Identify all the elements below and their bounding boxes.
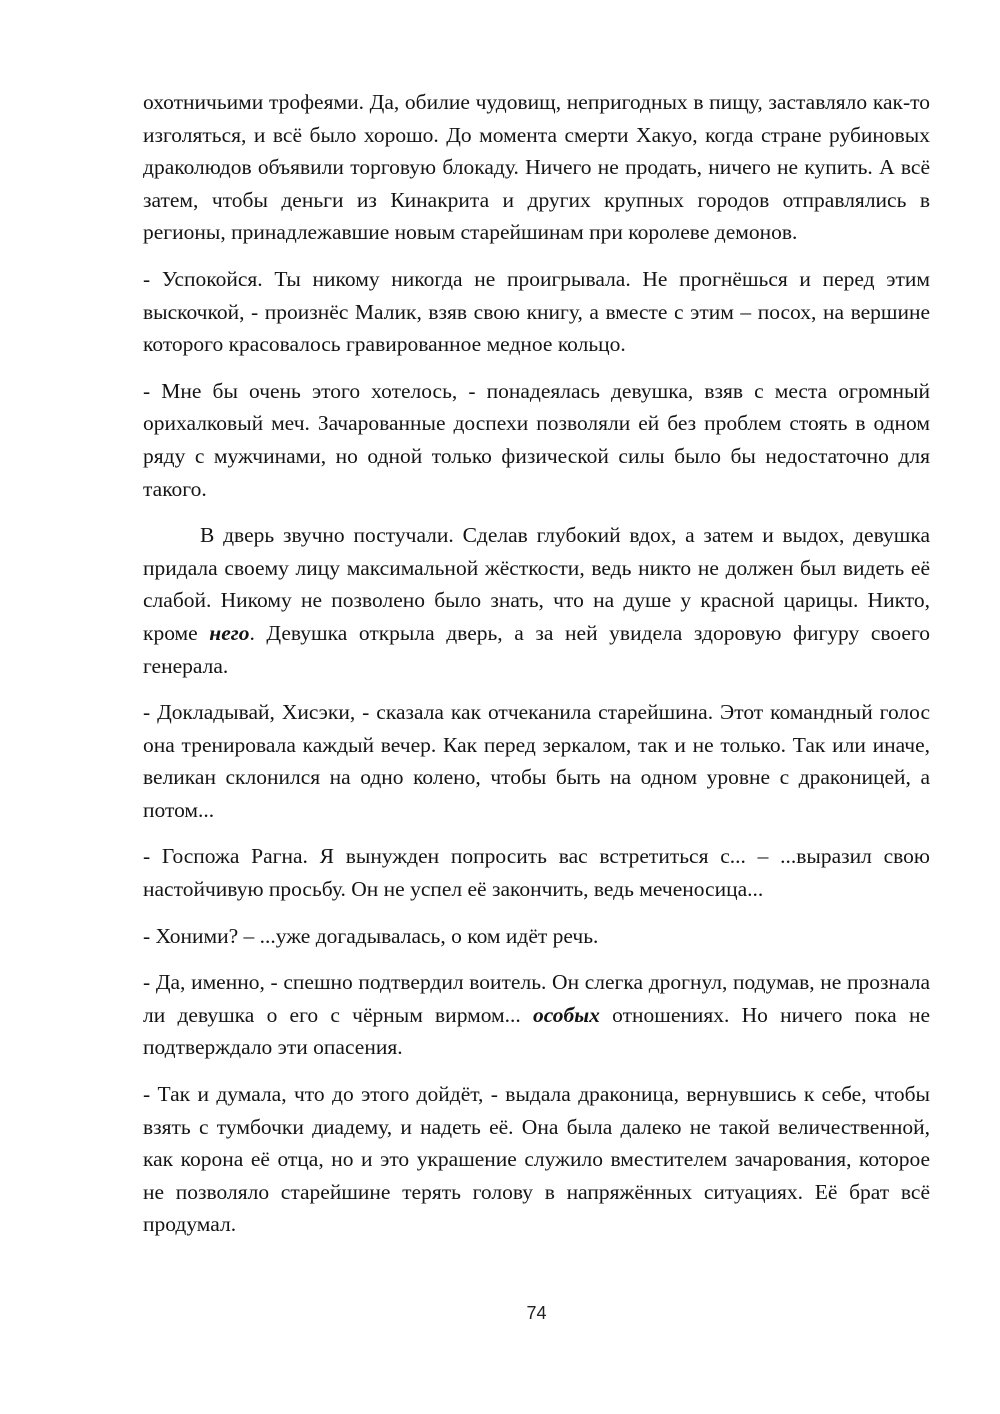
text-run: - Да, именно, - спешно подтвердил воитель. Он слегка дрогнул, подумав, не прознала ли девушка о его с чёрным вирмом... <box>143 970 930 1027</box>
paragraph <box>143 86 930 249</box>
paragraph <box>143 263 930 361</box>
page-number: 74 <box>526 1303 547 1323</box>
paragraph <box>143 840 930 905</box>
text-run: - Докладывай, Хисэки, - сказала как отчеканила старейшина. Этот командный голос она тренировала каждый вечер. Как перед зеркалом, так и не только. Так или иначе, великан склонился на одно колено, чтобы быть на одном уровне с драконицей, а потом... <box>143 700 930 822</box>
text-run: отношениях. Но ничего пока не подтверждало эти опасения. <box>143 1002 930 1060</box>
text-run: - Хоними? – ...уже догадывалась, о ком идёт речь. <box>143 923 599 948</box>
emphasis-text: особых <box>533 1002 600 1027</box>
text-run: . Девушка открыла дверь, а за ней увидела здоровую фигуру своего генерала. <box>143 620 930 678</box>
text-run: - Успокойся. Ты никому никогда не проигрывала. Не прогнёшься и перед этим выскочкой, - произнёс Малик, взяв свою книгу, а вместе с этим – посох, на вершине которого красовалось гравированное медное кольцо. <box>143 266 930 357</box>
paragraph <box>143 375 930 505</box>
paragraph <box>143 966 930 1064</box>
paragraph <box>143 696 930 826</box>
text-run: В дверь звучно постучали. Сделав глубокий вдох, а затем и выдох, девушка придала своему лицу максимальной жёсткости, ведь никто не должен был видеть её слабой. Никому не позволено было знать, что на душе у красной царицы. Никто, кроме <box>143 523 930 645</box>
text-body <box>143 86 930 1255</box>
text-run: - Госпожа Рагна. Я вынужден попросить вас встретиться с... – ...выразил свою настойчивую просьбу. Он не успел её закончить, ведь меченосица... <box>143 844 930 902</box>
text-run: охотничьими трофеями. Да, обилие чудовищ, непригодных в пищу, заставляло как-то изголяться, и всё было хорошо. До момента смерти Хакуо, когда стране рубиновых драколюдов объявили торговую блокаду. Ничего не продать, ничего не купить. А всё затем, чтобы деньги из Кинакрита и других крупных городов отправлялись в регионы, принадлежавшие новым старейшинам при королеве демонов. <box>143 90 930 245</box>
paragraph <box>143 519 930 682</box>
paragraph <box>143 1078 930 1241</box>
emphasis-text: него <box>209 620 250 645</box>
text-run: - Мне бы очень этого хотелось, - понадеялась девушка, взяв с места огромный орихалковый меч. Зачарованные доспехи позволяли ей без проблем стоять в одном ряду с мужчинами, но одной только физической силы было бы недостаточно для такого. <box>143 378 930 501</box>
text-run: - Так и думала, что до этого дойдёт, - выдала драконица, вернувшись к себе, чтобы взять с тумбочки диадему, и надеть её. Она была далеко не такой величественной, как корона её отца, но и это украшение служило вместителем зачарования, которое не позволяло старейшине терять голову в напряжённых ситуациях. Её брат всё продумал. <box>143 1082 930 1237</box>
paragraph <box>143 920 930 953</box>
